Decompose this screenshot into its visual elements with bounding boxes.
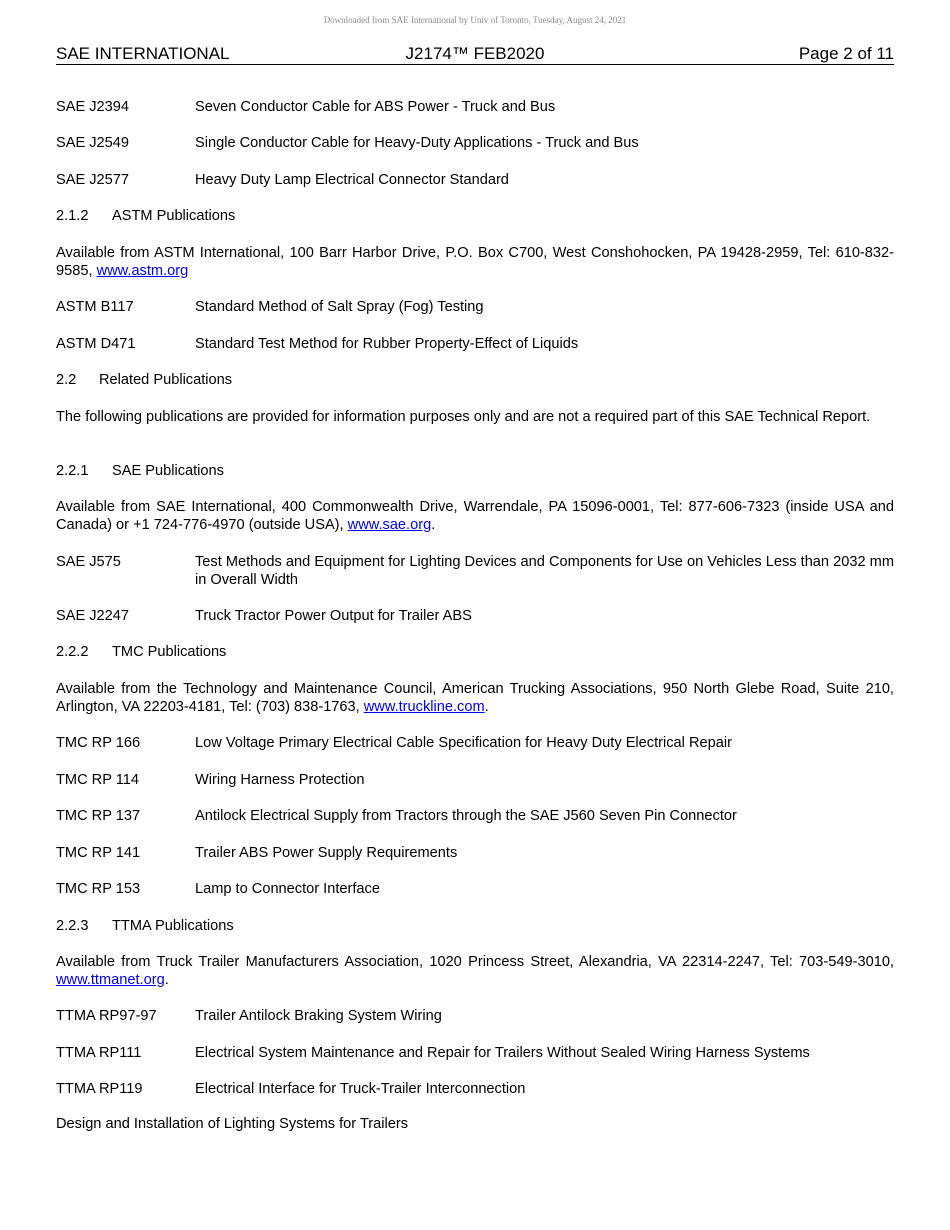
ttma-availability: Available from Truck Trailer Manufacturers Association, 1020 Princess Street, Alexandria, VA 22314-2247, Tel: 703-549-3010, www.ttmanet.org. (56, 954, 894, 988)
ref-item: SAE J2394 Seven Conductor Cable for ABS Power - Truck and Bus (56, 99, 556, 115)
sae-link[interactable]: www.sae.org (347, 517, 432, 533)
ref-item: SAE J2577 Heavy Duty Lamp Electrical Connector Standard (56, 172, 509, 188)
final-line: Design and Installation of Lighting Systems for Trailers (56, 1116, 409, 1132)
ref-item: SAE J2549 Single Conductor Cable for Heavy-Duty Applications - Truck and Bus (56, 135, 639, 151)
sae-availability: Available from SAE International, 400 Commonwealth Drive, Warrendale, PA 15096-0001, Tel: 877-606-7323 (inside USA and Canada) or +1 724-776-4970 (outside USA), www.sae.org. (56, 499, 894, 533)
section-heading-2-1-2: 2.1.2 ASTM Publications (56, 208, 236, 224)
truckline-link[interactable]: www.truckline.com (363, 699, 485, 715)
tmc-availability: Available from the Technology and Maintenance Council, American Trucking Associations, 950 North Glebe Road, Suite 210, Arlington, VA 22203-4181, Tel: (703) 838-1763, www.truckline.com. (56, 681, 894, 715)
header-doc-id: J2174™ FEB2020 (405, 44, 545, 63)
download-note: Downloaded from SAE International by Univ of Toronto, Tuesday, August 24, 2021 (323, 15, 627, 25)
ref-item: ASTM D471 Standard Test Method for Rubber Property-Effect of Liquids (56, 336, 579, 352)
astm-availability: Available from ASTM International, 100 Barr Harbor Drive, P.O. Box C700, West Conshohocken, PA 19428-2959, Tel: 610-832-9585, www.astm.org (56, 245, 894, 279)
ref-item: TMC RP 153 Lamp to Connector Interface (56, 881, 380, 897)
page-header (56, 44, 894, 65)
ref-item: ASTM B117 Standard Method of Salt Spray (Fog) Testing (56, 299, 484, 315)
ref-item: TTMA RP97-97 Trailer Antilock Braking System Wiring (56, 1008, 442, 1024)
ttmanet-link[interactable]: www.ttmanet.org (56, 972, 165, 988)
astm-link[interactable]: www.astm.org (96, 263, 189, 279)
ref-item: SAE J2247 Truck Tractor Power Output for Trailer ABS (56, 608, 472, 624)
section-heading-2-2-3: 2.2.3 TTMA Publications (56, 918, 234, 934)
ref-item: SAE J575 Test Methods and Equipment for Lighting Devices and Components for Use on Vehicles Less than 2032 mm in Overall Width (56, 554, 894, 588)
header-org: SAE INTERNATIONAL (56, 44, 230, 63)
section-heading-2-2: 2.2 Related Publications (56, 372, 233, 388)
ref-item: TMC RP 166 Low Voltage Primary Electrical Cable Specification for Heavy Duty Electrical Repair (56, 735, 732, 751)
section-heading-2-2-2: 2.2.2 TMC Publications (56, 644, 227, 660)
ref-item: TMC RP 114 Wiring Harness Protection (56, 772, 365, 788)
ref-item: TTMA RP119 Electrical Interface for Truck-Trailer Interconnection (56, 1081, 526, 1097)
ref-item: TMC RP 141 Trailer ABS Power Supply Requirements (56, 845, 458, 861)
header-page-number: Page 2 of 11 (798, 44, 894, 63)
ref-item: TMC RP 137 Antilock Electrical Supply from Tractors through the SAE J560 Seven Pin Connector (56, 808, 737, 824)
ref-item: TTMA RP111 Electrical System Maintenance and Repair for Trailers Without Sealed Wiring Harness Systems (56, 1045, 810, 1061)
related-paragraph: The following publications are provided for information purposes only and are not a required part of this SAE Technical Report. (56, 409, 871, 425)
section-heading-2-2-1: 2.2.1 SAE Publications (56, 463, 224, 479)
